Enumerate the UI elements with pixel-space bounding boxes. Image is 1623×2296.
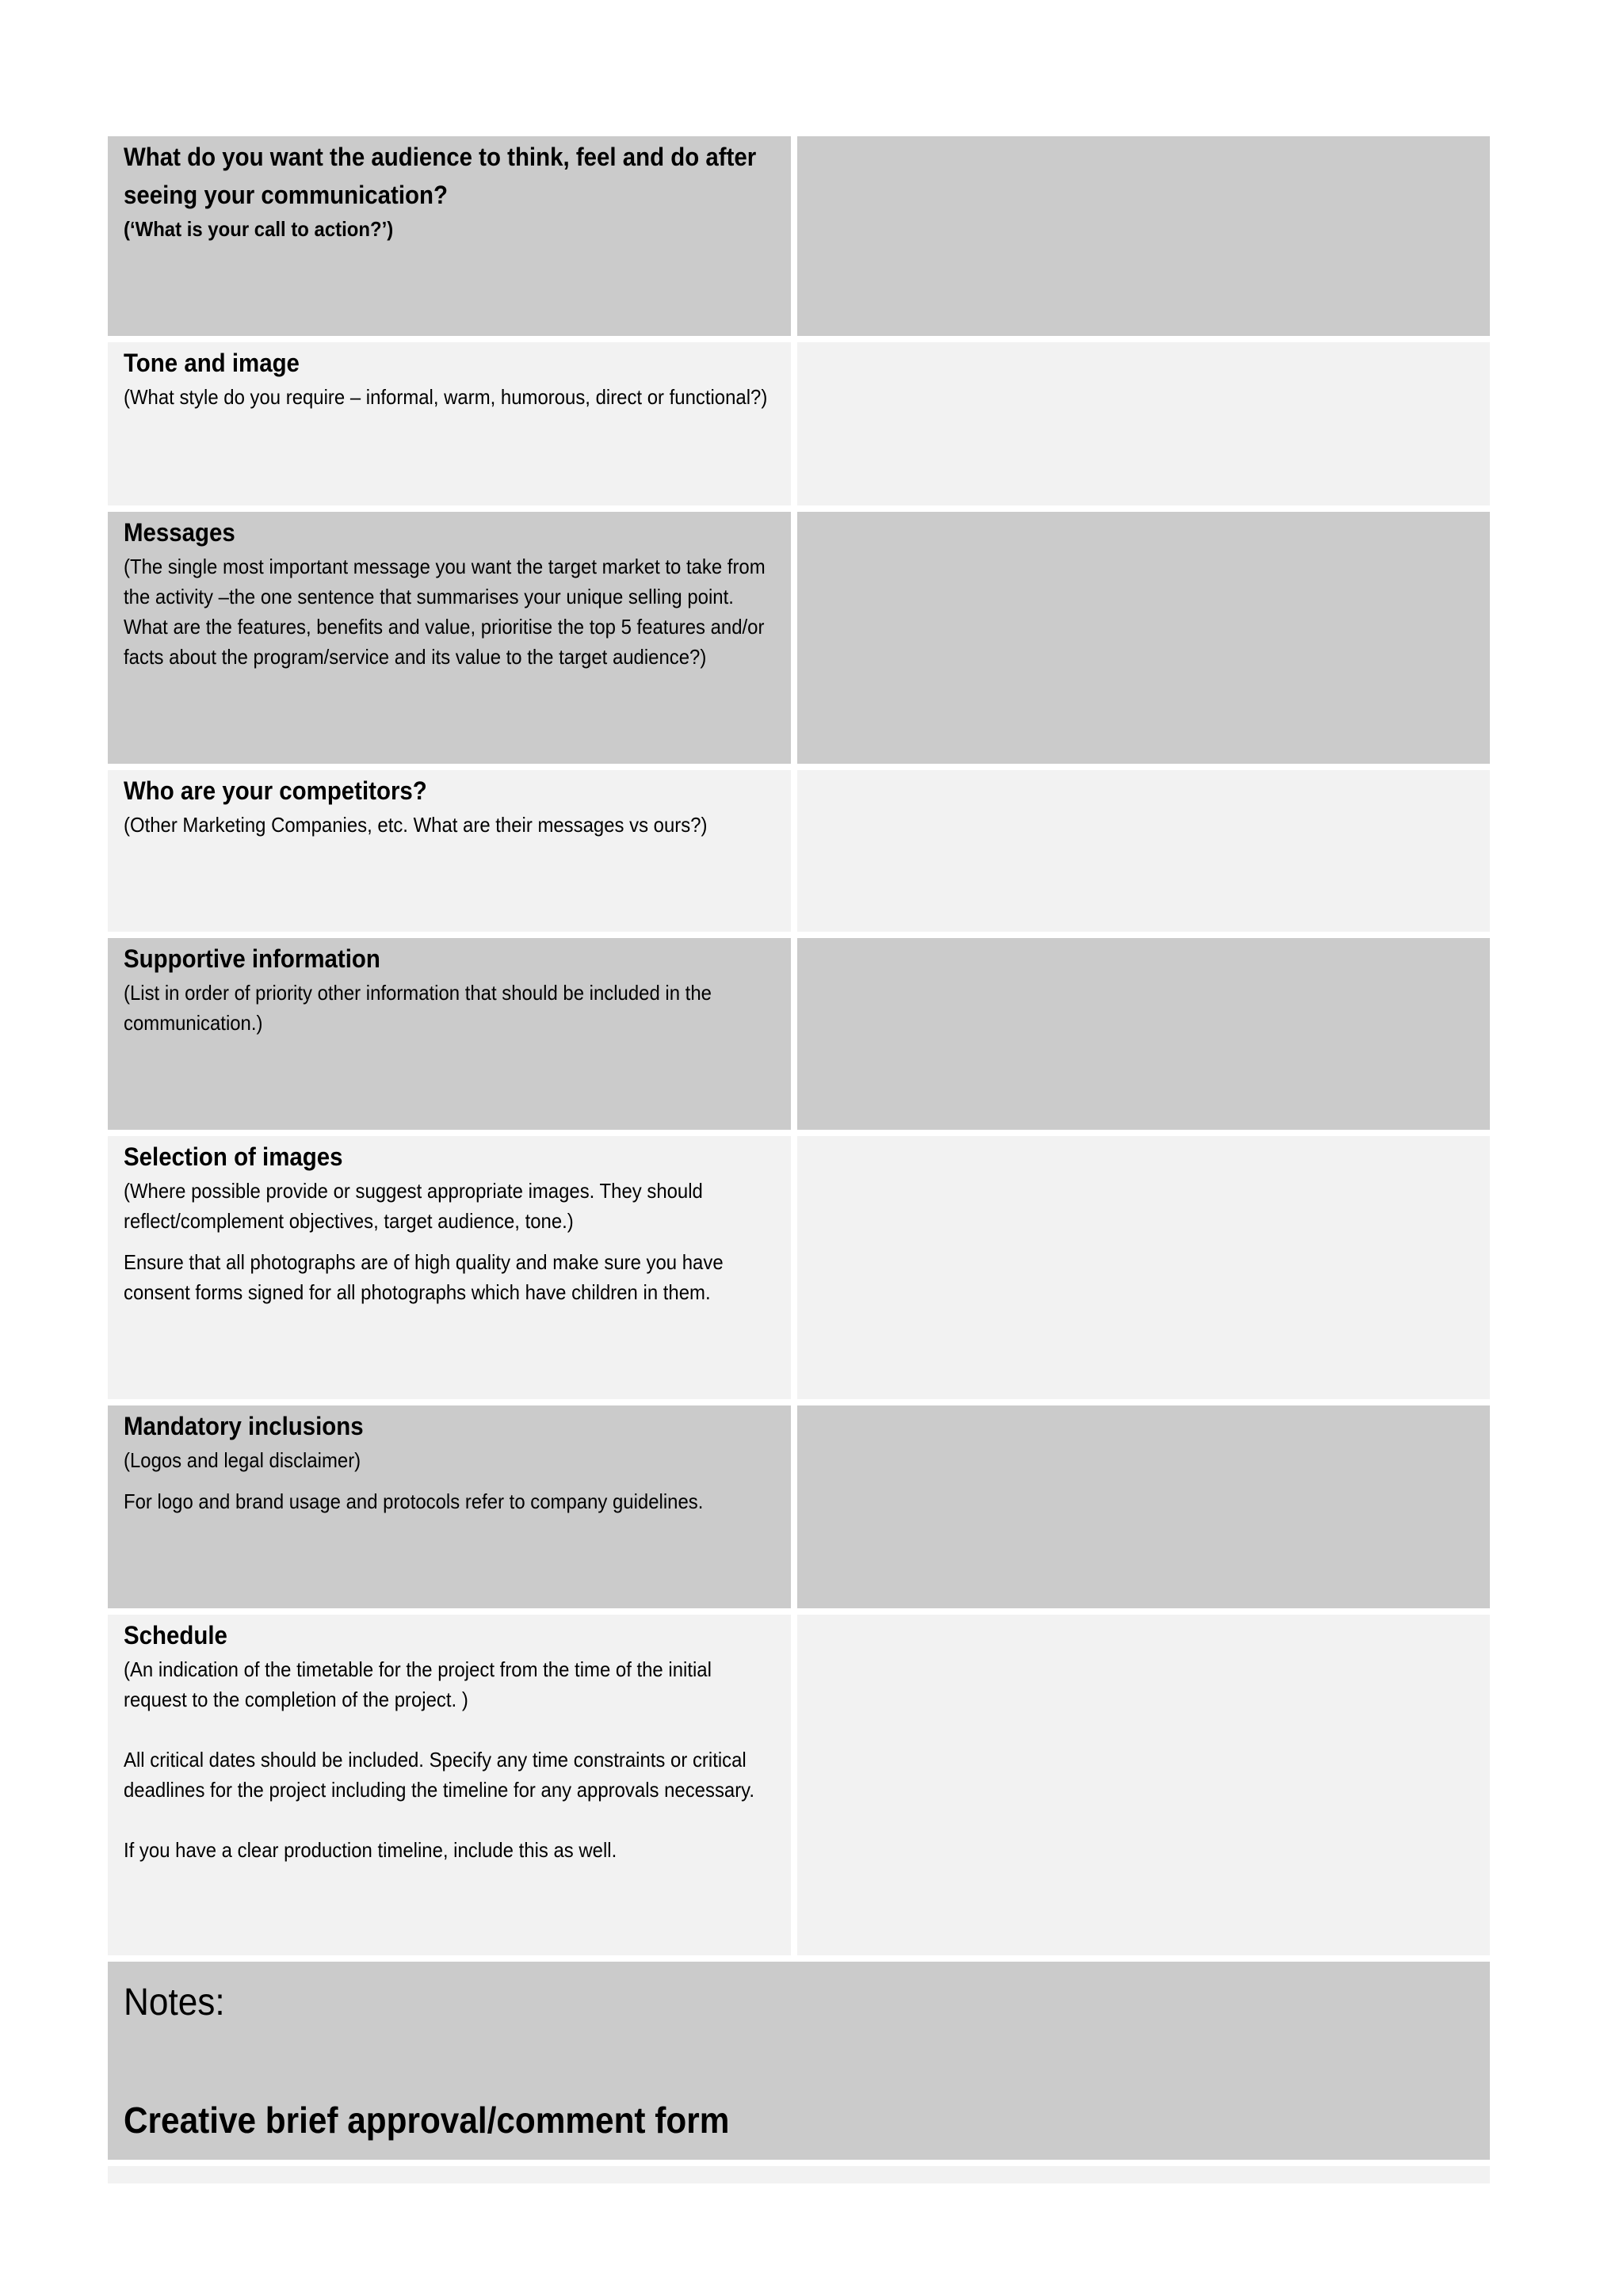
- question-title: Tone and image: [124, 349, 300, 377]
- question-title: What do you want the audience to think, feel and do after seeing your communication?: [124, 143, 757, 209]
- question-title: Supportive information: [124, 944, 380, 973]
- form-row-mandatory-inclusions: [108, 1405, 1490, 1608]
- question-cell: [108, 1405, 791, 1608]
- form-row-call-to-action: [108, 136, 1490, 336]
- question-cell: [108, 512, 791, 764]
- question-cell: [108, 770, 791, 932]
- answer-field[interactable]: [797, 1615, 1490, 1955]
- answer-field[interactable]: [797, 938, 1490, 1130]
- question-subtitle: (‘What is your call to action?’): [124, 217, 394, 241]
- approval-form-field[interactable]: [108, 2166, 1490, 2183]
- notes-label: Notes:: [124, 1981, 225, 2023]
- question-title: Schedule: [124, 1621, 227, 1650]
- question-cell: [108, 1615, 791, 1955]
- question-subtitle: (The single most important message you want the target market to take from the activity –the one sentence that summarises your unique selling point. What are the features, benefits and value, prioritise the top 5 features and/or facts about the program/service and its value to the target audience?): [124, 555, 766, 669]
- question-note: For logo and brand usage and protocols refer to company guidelines.: [124, 1489, 704, 1513]
- approval-form-strip: [108, 2166, 1490, 2183]
- answer-field[interactable]: [797, 770, 1490, 932]
- form-row-messages: [108, 512, 1490, 764]
- question-subtitle: (An indication of the timetable for the project from the time of the initial request to the completion of the project. ): [124, 1657, 712, 1711]
- question-cell: [108, 1136, 791, 1399]
- form-row-supportive-information: [108, 938, 1490, 1130]
- question-subtitle: (What style do you require – informal, warm, humorous, direct or functional?): [124, 385, 768, 409]
- notes-section: [108, 1962, 1490, 2160]
- form-row-schedule: [108, 1615, 1490, 1955]
- form-row-selection-of-images: [108, 1136, 1490, 1399]
- question-note: If you have a clear production timeline, include this as well.: [124, 1838, 617, 1862]
- creative-brief-form: [108, 136, 1490, 2190]
- answer-field[interactable]: [797, 512, 1490, 764]
- form-row-competitors: [108, 770, 1490, 932]
- answer-field[interactable]: [797, 1405, 1490, 1608]
- approval-form-title: Creative brief approval/comment form: [124, 2100, 730, 2141]
- question-subtitle: (Other Marketing Companies, etc. What are their messages vs ours?): [124, 813, 708, 837]
- question-subtitle: (Where possible provide or suggest appropriate images. They should reflect/complement objectives, target audience, tone.): [124, 1179, 703, 1233]
- answer-field[interactable]: [797, 1136, 1490, 1399]
- question-cell: [108, 938, 791, 1130]
- notes-cell[interactable]: [108, 1962, 1490, 2160]
- answer-field[interactable]: [797, 342, 1490, 505]
- question-title: Messages: [124, 518, 235, 547]
- question-title: Selection of images: [124, 1142, 343, 1171]
- question-cell: [108, 136, 791, 336]
- question-note: Ensure that all photographs are of high quality and make sure you have consent forms signed for all photographs which have children in them.: [124, 1250, 724, 1304]
- question-title: Mandatory inclusions: [124, 1412, 364, 1440]
- question-subtitle: (Logos and legal disclaimer): [124, 1448, 361, 1472]
- question-cell: [108, 342, 791, 505]
- question-subtitle: (List in order of priority other information that should be included in the communication.): [124, 981, 712, 1035]
- question-note: All critical dates should be included. Specify any time constraints or critical deadlines for the project including the timeline for any approvals necessary.: [124, 1748, 755, 1802]
- answer-field[interactable]: [797, 136, 1490, 336]
- question-title: Who are your competitors?: [124, 776, 427, 805]
- form-row-tone-and-image: [108, 342, 1490, 505]
